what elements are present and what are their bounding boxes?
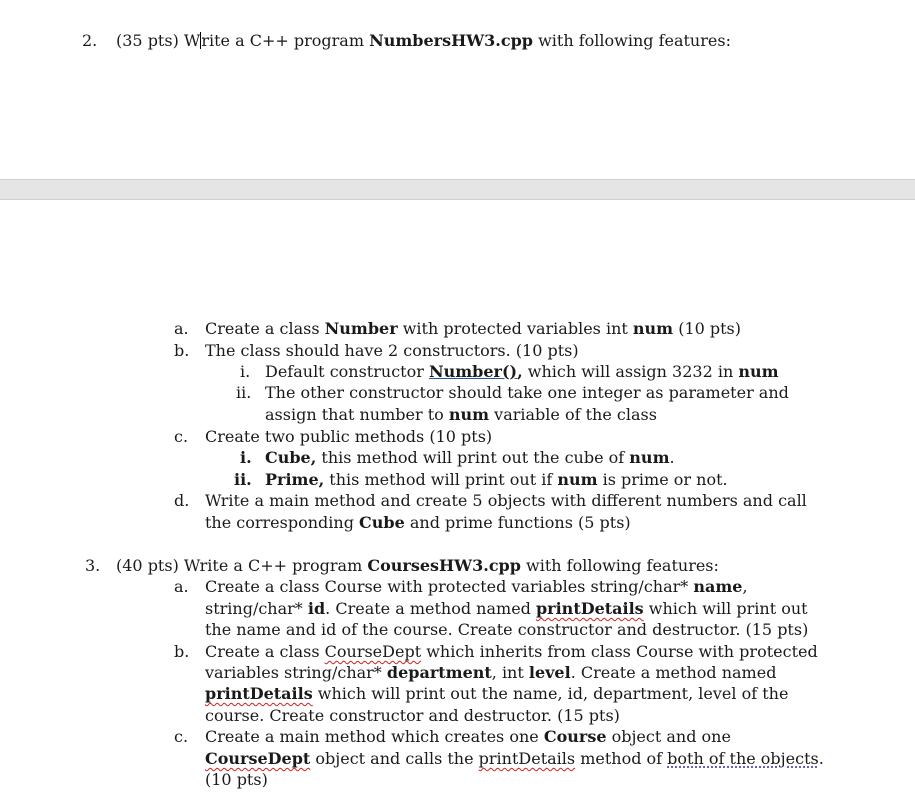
q2-pts: (35 pts) W (116, 31, 201, 50)
q2-rest: rite a C++ program (201, 31, 370, 50)
q3-a-marker: a. (174, 577, 189, 596)
q3-a-line3: the name and id of the course. Create constructor and destructor. (15 pts) (205, 620, 809, 639)
q2-c-ii-marker: ii. (234, 470, 252, 489)
q2-a-marker: a. (174, 319, 189, 338)
q2-a-text: Create a class Number with protected variables int num (10 pts) (205, 319, 742, 338)
question-3-heading: (40 pts) Write a C++ program CoursesHW3.cpp with following features: (116, 556, 719, 575)
q3-c-line2: CourseDept object and calls the printDetails method of both of the objects. (205, 749, 824, 768)
q3-b-line1: Create a class CourseDept which inherits from class Course with protected (205, 642, 818, 661)
q2-d-marker: d. (174, 491, 190, 510)
question-2-heading[interactable] (116, 31, 731, 51)
q3-b-line4: course. Create constructor and destructor. (15 pts) (205, 706, 620, 725)
q3-b-marker: b. (174, 642, 190, 661)
q2-b-i-text: Default constructor Number(), which will assign 3232 in num (265, 362, 779, 381)
q2-c-i-text: Cube, this method will print out the cube of num. (265, 448, 675, 467)
q2-b-ii-line2: assign that number to num variable of the class (265, 405, 657, 424)
q2-c-ii-text: Prime, this method will print out if num is prime or not. (265, 470, 728, 489)
q2-b-text: The class should have 2 constructors. (10 pts) (205, 341, 579, 360)
q3-b-line3: printDetails which will print out the name, id, department, level of the (205, 684, 789, 703)
page-break (0, 179, 915, 200)
q2-filename: NumbersHW3.cpp (369, 31, 533, 50)
q2-c-text: Create two public methods (10 pts) (205, 427, 493, 446)
q2-b-ii-line1: The other constructor should take one integer as parameter and (265, 383, 789, 402)
q3-c-marker: c. (174, 727, 189, 746)
q2-b-ii-marker: ii. (236, 383, 252, 402)
question-3-number: 3. (85, 556, 101, 575)
q3-c-line1: Create a main method which creates one Course object and one (205, 727, 731, 746)
q3-c-line3: (10 pts) (205, 770, 268, 789)
q2-d-line2: the corresponding Cube and prime functions (5 pts) (205, 513, 631, 532)
q3-b-line2: variables string/char* department, int level. Create a method named (205, 663, 777, 682)
q2-tail: with following features: (532, 31, 731, 50)
q3-a-line2: string/char* id. Create a method named printDetails which will print out (205, 599, 808, 618)
q2-c-marker: c. (174, 427, 189, 446)
q2-c-i-marker: i. (240, 448, 252, 467)
q2-d-line1: Write a main method and create 5 objects with different numbers and call (205, 491, 807, 510)
question-2-number: 2. (82, 31, 98, 50)
q3-a-line1: Create a class Course with protected variables string/char* name, (205, 577, 748, 596)
q2-b-i-marker: i. (240, 362, 251, 381)
clipped-previous-line (0, 0, 915, 4)
q2-b-marker: b. (174, 341, 190, 360)
